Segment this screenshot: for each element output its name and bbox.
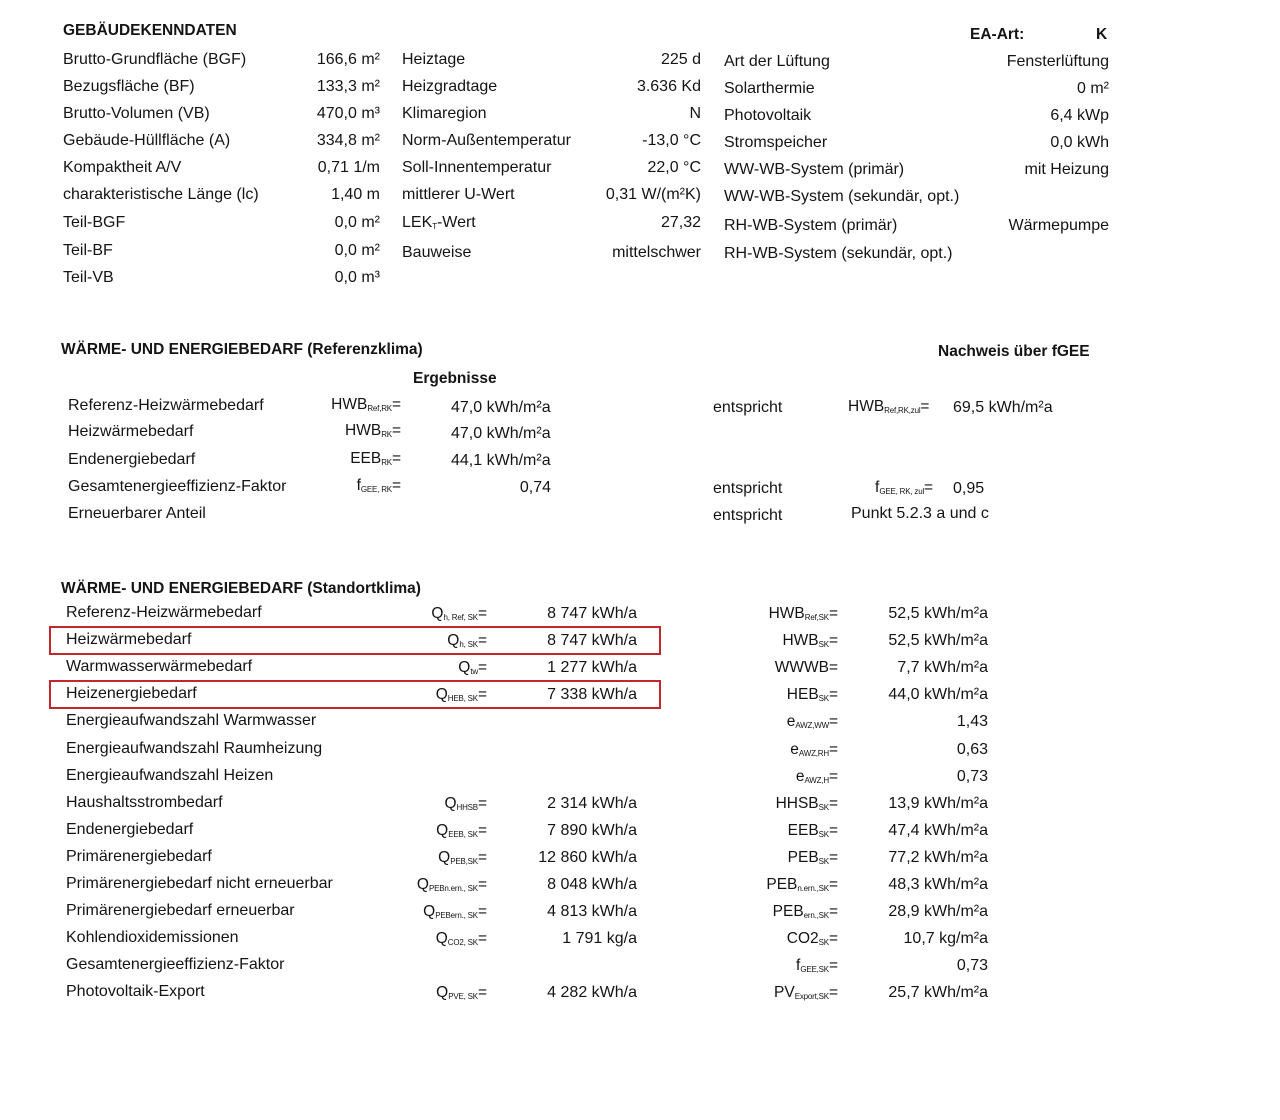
sym-eq: = — [477, 984, 487, 1001]
standort-value: 1 791 kg/a — [562, 930, 637, 947]
sym-sub: PEBn.ern., SK — [428, 884, 478, 893]
ref-label: Referenz-Heizwärmebedarf — [68, 397, 264, 414]
sym-eq: = — [391, 477, 401, 494]
sym-main: HWB — [768, 605, 805, 622]
geb-value-av: 0,71 1/m — [317, 159, 380, 176]
geb-label-lek — [402, 213, 476, 237]
geb-label-heiztage: Heiztage — [402, 51, 466, 68]
sym-eq: = — [477, 876, 487, 893]
geb-value-klimaregion: N — [689, 105, 701, 122]
standort-value: 12 860 kWh/a — [538, 849, 637, 866]
standort-right-value: 10,7 kg/m²a — [903, 930, 988, 947]
geb-value-rh-wb-primaer: Wärmepumpe — [1008, 217, 1109, 234]
standort-symbol — [380, 658, 487, 682]
ergebnisse-heading: Ergebnisse — [413, 370, 497, 387]
sym-sub: SK — [818, 938, 829, 947]
sym-eq: = — [828, 822, 838, 839]
sym-eq: = — [477, 795, 487, 812]
geb-value-solarthermie: 0 m² — [1077, 80, 1109, 97]
section-title-standortklima: WÄRME- UND ENERGIEBEDARF (Standortklima) — [61, 580, 421, 597]
standort-right-symbol — [700, 740, 838, 764]
sym-main: e — [786, 713, 796, 730]
geb-label-klimaregion: Klimaregion — [402, 105, 487, 122]
lek-sub: T — [432, 222, 437, 231]
standort-label: Energieaufwandszahl Raumheizung — [66, 740, 323, 757]
standort-right-symbol — [700, 685, 838, 709]
standort-symbol — [380, 631, 487, 655]
standort-right-symbol — [700, 875, 838, 899]
geb-value-bf: 133,3 m² — [316, 78, 380, 95]
sym-main: f — [356, 477, 361, 494]
sym-main: HHSB — [775, 795, 819, 812]
ea-art-label: EA-Art: — [970, 26, 1025, 43]
geb-label-vb: Brutto-Volumen (VB) — [63, 105, 210, 122]
sym-eq: = — [477, 930, 487, 947]
sym-sub: PEBern., SK — [435, 911, 478, 920]
standort-right-symbol — [700, 956, 838, 980]
sym-sub: PVE, SK — [448, 992, 478, 1001]
sym-sub: SK — [818, 830, 829, 839]
sym-main: CO2 — [786, 930, 819, 947]
sym-main: e — [795, 768, 805, 785]
standort-label: Heizenergiebedarf — [66, 685, 197, 702]
sym-sub: n.ern.,SK — [797, 884, 829, 893]
sym-main: Q — [438, 849, 451, 866]
standort-value: 4 813 kWh/a — [547, 903, 637, 920]
standort-symbol — [380, 821, 487, 845]
ref-note: entspricht — [713, 399, 783, 416]
standort-label: Energieaufwandszahl Warmwasser — [66, 712, 317, 729]
sym-sub: Ref,SK — [804, 613, 829, 622]
ref-value: 47,0 kWh/m²a — [451, 399, 551, 416]
geb-label-photovoltaik: Photovoltaik — [724, 107, 812, 124]
ref-symbol — [300, 476, 401, 500]
standort-value: 8 048 kWh/a — [547, 876, 637, 893]
sym-eq: = — [828, 795, 838, 812]
geb-value-bgf: 166,6 m² — [316, 51, 380, 68]
sym-main: EEB — [787, 822, 819, 839]
geb-value-teil-bgf: 0,0 m² — [334, 214, 380, 231]
standort-right-value: 1,43 — [956, 713, 988, 730]
geb-value-lek: 27,32 — [660, 214, 701, 231]
ref-symbol — [300, 449, 401, 473]
geb-label-lc: charakteristische Länge (lc) — [63, 186, 259, 203]
sym-main: e — [790, 741, 799, 758]
sym-sub: Export,SK — [794, 992, 829, 1001]
sym-sub: PEB,SK — [450, 857, 478, 866]
standort-value: 4 282 kWh/a — [547, 984, 637, 1001]
standort-symbol — [380, 604, 487, 628]
lek-main: LEK — [402, 214, 433, 231]
sym-main: Q — [416, 876, 429, 893]
standort-right-value: 48,3 kWh/m²a — [888, 876, 988, 893]
sym-main: HWB — [345, 422, 382, 439]
sym-sub: AWZ,RH — [798, 749, 829, 758]
geb-label-lueftung: Art der Lüftung — [724, 53, 830, 70]
sym-main: Q — [431, 605, 444, 622]
standort-label: Primärenergiebedarf erneuerbar — [66, 902, 295, 919]
standort-value: 2 314 kWh/a — [547, 795, 637, 812]
geb-label-u-wert: mittlerer U-Wert — [402, 186, 515, 203]
sym-eq: = — [391, 422, 401, 439]
standort-label: Kohlendioxidemissionen — [66, 929, 239, 946]
geb-label-teil-bf: Teil-BF — [63, 242, 113, 259]
sym-sub: SK — [818, 640, 829, 649]
ref-value: 0,74 — [519, 479, 551, 496]
standort-label: Referenz-Heizwärmebedarf — [66, 604, 262, 621]
geb-label-rh-wb-sekundaer: RH-WB-System (sekundär, opt.) — [724, 245, 953, 262]
ref-right-value: 0,95 — [953, 480, 985, 497]
sym-eq: = — [828, 957, 838, 974]
standort-right-value: 44,0 kWh/m²a — [888, 686, 988, 703]
standort-symbol — [380, 875, 487, 899]
geb-label-norm-aussentemp: Norm-Außentemperatur — [402, 132, 571, 149]
geb-value-lueftung: Fensterlüftung — [1006, 53, 1109, 70]
ref-label: Endenergiebedarf — [68, 451, 196, 468]
standort-label: Warmwasserwärmebedarf — [66, 658, 253, 675]
sym-sub: HHSB — [456, 803, 478, 812]
geb-label-teil-vb: Teil-VB — [63, 269, 114, 286]
sym-main: HEB — [786, 686, 819, 703]
ref-right-symbol — [875, 478, 933, 502]
standort-label: Primärenergiebedarf nicht erneuerbar — [66, 875, 333, 892]
standort-label: Photovoltaik-Export — [66, 983, 205, 1000]
standort-right-symbol — [700, 821, 838, 845]
sym-eq: = — [828, 903, 838, 920]
standort-right-symbol — [700, 929, 838, 953]
sym-eq: = — [828, 659, 838, 676]
ref-note: entspricht — [713, 480, 783, 497]
section-title-referenzklima: WÄRME- UND ENERGIEBEDARF (Referenzklima) — [61, 341, 423, 358]
sym-eq: = — [828, 768, 838, 785]
sym-eq: = — [477, 849, 487, 866]
sym-eq: = — [477, 659, 487, 676]
standort-symbol — [380, 983, 487, 1007]
sym-main: Q — [435, 930, 448, 947]
sym-sub: SK — [818, 857, 829, 866]
standort-value: 7 890 kWh/a — [547, 822, 637, 839]
standort-right-symbol — [700, 631, 838, 655]
sym-main: PV — [774, 984, 795, 1001]
standort-right-value: 0,63 — [956, 741, 988, 758]
standort-right-symbol — [700, 604, 838, 628]
sym-eq: = — [828, 713, 838, 730]
ref-value: 44,1 kWh/m²a — [451, 452, 551, 469]
sym-sub: RK — [381, 430, 392, 439]
geb-value-u-wert: 0,31 W/(m²K) — [605, 186, 701, 203]
standort-right-value: 47,4 kWh/m²a — [888, 822, 988, 839]
standort-right-value: 0,73 — [956, 768, 988, 785]
standort-symbol — [380, 929, 487, 953]
standort-right-value: 52,5 kWh/m²a — [888, 605, 988, 622]
sym-main: EEB — [350, 450, 382, 467]
sym-eq: = — [477, 686, 487, 703]
sym-sub: RK — [381, 458, 392, 467]
geb-value-ww-wb-primaer: mit Heizung — [1024, 161, 1109, 178]
geb-value-photovoltaik: 6,4 kWp — [1050, 107, 1109, 124]
sym-main: PEB — [766, 876, 798, 893]
sym-main: PEB — [772, 903, 804, 920]
sym-sub: tw — [470, 667, 478, 676]
geb-label-bgf: Brutto-Grundfläche (BGF) — [63, 51, 247, 68]
standort-symbol — [380, 902, 487, 926]
sym-eq: = — [477, 632, 487, 649]
sym-main: Q — [436, 822, 449, 839]
sym-main: HWB — [782, 632, 819, 649]
ref-right-text: Punkt 5.2.3 a und c — [851, 505, 989, 522]
geb-value-norm-aussentemp: -13,0 °C — [642, 132, 701, 149]
geb-value-a: 334,8 m² — [316, 132, 380, 149]
sym-sub: h, Ref, SK — [443, 613, 478, 622]
sym-sub: EEB, SK — [448, 830, 478, 839]
sym-sub: CO2, SK — [447, 938, 478, 947]
geb-label-teil-bgf: Teil-BGF — [63, 214, 126, 231]
standort-right-value: 7,7 kWh/m²a — [897, 659, 988, 676]
standort-right-value: 52,5 kWh/m²a — [888, 632, 988, 649]
geb-label-ww-wb-sekundaer: WW-WB-System (sekundär, opt.) — [724, 188, 960, 205]
geb-label-bf: Bezugsfläche (BF) — [63, 78, 195, 95]
sym-eq: = — [924, 479, 934, 496]
standort-value: 8 747 kWh/a — [547, 605, 637, 622]
standort-symbol — [380, 794, 487, 818]
sym-eq: = — [477, 822, 487, 839]
standort-right-value: 28,9 kWh/m²a — [888, 903, 988, 920]
sym-sub: GEE,SK — [800, 965, 829, 974]
geb-value-teil-bf: 0,0 m² — [334, 242, 380, 259]
sym-main: Q — [444, 795, 457, 812]
sym-main: Q — [435, 686, 448, 703]
sym-eq: = — [828, 741, 838, 758]
standort-label: Primärenergiebedarf — [66, 848, 212, 865]
geb-label-rh-wb-primaer: RH-WB-System (primär) — [724, 217, 898, 234]
standort-right-value: 77,2 kWh/m²a — [888, 849, 988, 866]
standort-right-symbol — [700, 658, 838, 682]
geb-label-bauweise: Bauweise — [402, 244, 472, 261]
sym-main: HWB — [848, 398, 885, 415]
standort-symbol — [380, 685, 487, 709]
sym-eq: = — [477, 605, 487, 622]
sym-eq: = — [920, 398, 930, 415]
sym-sub: Ref,RK — [367, 404, 392, 413]
sym-eq: = — [391, 396, 401, 413]
standort-symbol — [380, 848, 487, 872]
sym-eq: = — [828, 876, 838, 893]
sym-eq: = — [828, 849, 838, 866]
ref-symbol — [300, 395, 401, 419]
sym-sub: SK — [818, 694, 829, 703]
geb-label-a: Gebäude-Hüllfläche (A) — [63, 132, 231, 149]
standort-label: Gesamtenergieeffizienz-Faktor — [66, 956, 285, 973]
ref-note: entspricht — [713, 507, 783, 524]
sym-sub: GEE, RK — [360, 485, 392, 494]
sym-main: WWWB — [774, 659, 829, 676]
sym-eq: = — [828, 686, 838, 703]
ref-value: 47,0 kWh/m²a — [451, 425, 551, 442]
geb-value-teil-vb: 0,0 m³ — [334, 269, 380, 286]
standort-right-symbol — [700, 848, 838, 872]
sym-main: f — [875, 479, 880, 496]
ref-right-symbol — [848, 397, 929, 421]
standort-right-value: 25,7 kWh/m²a — [888, 984, 988, 1001]
nachweis-fgee-title: Nachweis über fGEE — [938, 343, 1090, 360]
geb-value-heizgradtage: 3.636 Kd — [636, 78, 701, 95]
geb-label-stromspeicher: Stromspeicher — [724, 134, 828, 151]
geb-label-ww-wb-primaer: WW-WB-System (primär) — [724, 161, 905, 178]
geb-label-soll-innentemp: Soll-Innentemperatur — [402, 159, 552, 176]
sym-sub: Ref,RK,zul — [884, 406, 921, 415]
standort-right-symbol — [700, 712, 838, 736]
standort-right-symbol — [700, 902, 838, 926]
sym-eq: = — [391, 450, 401, 467]
geb-value-stromspeicher: 0,0 kWh — [1050, 134, 1109, 151]
standort-label: Energieaufwandszahl Heizen — [66, 767, 274, 784]
ref-label: Heizwärmebedarf — [68, 423, 194, 440]
sym-main: HWB — [331, 396, 368, 413]
geb-value-heiztage: 225 d — [660, 51, 701, 68]
standort-label: Haushaltsstrombedarf — [66, 794, 223, 811]
standort-right-symbol — [700, 983, 838, 1007]
sym-eq: = — [828, 632, 838, 649]
geb-label-solarthermie: Solarthermie — [724, 80, 815, 97]
standort-value: 7 338 kWh/a — [547, 686, 637, 703]
sym-sub: GEE, RK, zul — [879, 487, 925, 496]
standort-right-symbol — [700, 767, 838, 791]
sym-sub: HEB, SK — [447, 694, 478, 703]
standort-right-symbol — [700, 794, 838, 818]
standort-right-value: 0,73 — [956, 957, 988, 974]
sym-sub: ern.,SK — [803, 911, 829, 920]
sym-eq: = — [828, 605, 838, 622]
sym-sub: AWZ,WW — [795, 721, 829, 730]
sym-sub: SK — [818, 803, 829, 812]
ref-label: Erneuerbarer Anteil — [68, 505, 206, 522]
geb-value-bauweise: mittelschwer — [612, 244, 701, 261]
sym-main: Q — [423, 903, 436, 920]
geb-value-lc: 1,40 m — [331, 186, 380, 203]
ea-art-value: K — [1096, 26, 1108, 43]
sym-eq: = — [828, 930, 838, 947]
sym-main: Q — [458, 659, 471, 676]
section-title-gebaeudekenndaten: GEBÄUDEKENNDATEN — [63, 22, 237, 39]
ref-symbol — [300, 421, 401, 445]
sym-sub: h, SK — [459, 640, 478, 649]
standort-label: Endenergiebedarf — [66, 821, 194, 838]
sym-eq: = — [828, 984, 838, 1001]
geb-value-soll-innentemp: 22,0 °C — [647, 159, 701, 176]
geb-label-av: Kompaktheit A/V — [63, 159, 182, 176]
geb-label-heizgradtage: Heizgradtage — [402, 78, 498, 95]
lek-tail: -Wert — [436, 214, 476, 231]
ref-right-value: 69,5 kWh/m²a — [953, 399, 1053, 416]
standort-right-value: 13,9 kWh/m²a — [888, 795, 988, 812]
sym-main: PEB — [787, 849, 819, 866]
sym-main: Q — [447, 632, 460, 649]
sym-main: f — [796, 957, 801, 974]
standort-label: Heizwärmebedarf — [66, 631, 192, 648]
sym-main: Q — [436, 984, 449, 1001]
ref-label: Gesamtenergieeffizienz-Faktor — [68, 478, 287, 495]
sym-eq: = — [477, 903, 487, 920]
standort-value: 8 747 kWh/a — [547, 632, 637, 649]
standort-value: 1 277 kWh/a — [547, 659, 637, 676]
geb-value-vb: 470,0 m³ — [316, 105, 380, 122]
sym-sub: AWZ,H — [804, 776, 829, 785]
